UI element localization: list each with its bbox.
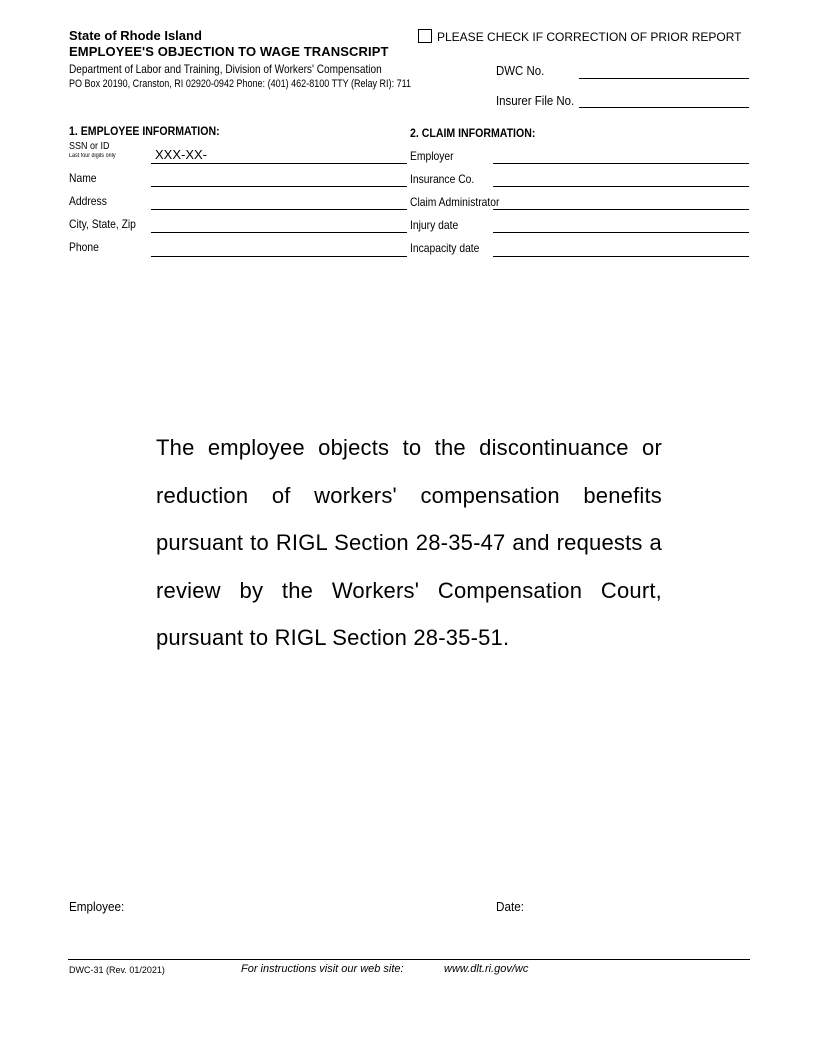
state-title: State of Rhode Island bbox=[69, 28, 202, 43]
objection-statement: The employee objects to the discontinuance or reduction of workers' compensation benefits pursuant to RIGL Section 28-35-47 and requests a review by the Workers' Compensation Court, pursuant to RIGL Section 28-35-51. bbox=[156, 435, 662, 650]
correction-label: PLEASE CHECK IF CORRECTION OF PRIOR REPORT bbox=[437, 30, 742, 44]
incapacity-date-label: Incapacity date bbox=[410, 241, 480, 255]
department-line: Department of Labor and Training, Division of Workers' Compensation bbox=[69, 62, 382, 76]
employee-info-heading: 1. EMPLOYEE INFORMATION: bbox=[69, 124, 220, 138]
ssn-field-value: XXX-XX- bbox=[155, 147, 208, 162]
incapacity-date-field[interactable] bbox=[493, 256, 749, 257]
correction-checkbox[interactable] bbox=[418, 29, 432, 43]
injury-date-field[interactable] bbox=[493, 232, 749, 233]
insurer-file-label: Insurer File No. bbox=[496, 93, 575, 108]
form-code: DWC-31 (Rev. 01/2021) bbox=[69, 965, 165, 975]
employee-signature-label: Employee: bbox=[69, 899, 125, 914]
phone-label: Phone bbox=[69, 240, 99, 254]
footer-divider bbox=[68, 959, 750, 960]
name-field[interactable] bbox=[151, 186, 407, 187]
address-label: Address bbox=[69, 194, 107, 208]
address-field[interactable] bbox=[151, 209, 407, 210]
date-label: Date: bbox=[496, 899, 524, 914]
address-line: PO Box 20190, Cranston, RI 02920-0942 Phone: (401) 462-8100 TTY (Relay RI): 711 bbox=[69, 78, 411, 90]
insurance-co-label: Insurance Co. bbox=[410, 172, 475, 186]
name-label: Name bbox=[69, 171, 97, 185]
employer-field[interactable] bbox=[493, 163, 749, 164]
claim-administrator-field[interactable] bbox=[493, 209, 749, 210]
footer-instructions: For instructions visit our web site: bbox=[241, 963, 404, 975]
city-state-zip-field[interactable] bbox=[151, 232, 407, 233]
claim-info-heading: 2. CLAIM INFORMATION: bbox=[410, 126, 536, 140]
ssn-field[interactable] bbox=[151, 163, 407, 164]
claim-administrator-label: Claim Administrator bbox=[410, 195, 500, 209]
form-title: EMPLOYEE'S OBJECTION TO WAGE TRANSCRIPT bbox=[69, 44, 389, 59]
employer-label: Employer bbox=[410, 149, 454, 163]
dwc-no-field[interactable] bbox=[579, 78, 749, 79]
footer-website-link[interactable]: www.dlt.ri.gov/wc bbox=[444, 963, 529, 975]
ssn-label: SSN or ID bbox=[69, 141, 110, 152]
ssn-hint: Last four digits only bbox=[69, 153, 116, 159]
dwc-no-label: DWC No. bbox=[496, 63, 545, 78]
insurance-co-field[interactable] bbox=[493, 186, 749, 187]
injury-date-label: Injury date bbox=[410, 218, 459, 232]
city-state-zip-label: City, State, Zip bbox=[69, 217, 136, 231]
phone-field[interactable] bbox=[151, 256, 407, 257]
insurer-file-field[interactable] bbox=[579, 107, 749, 108]
